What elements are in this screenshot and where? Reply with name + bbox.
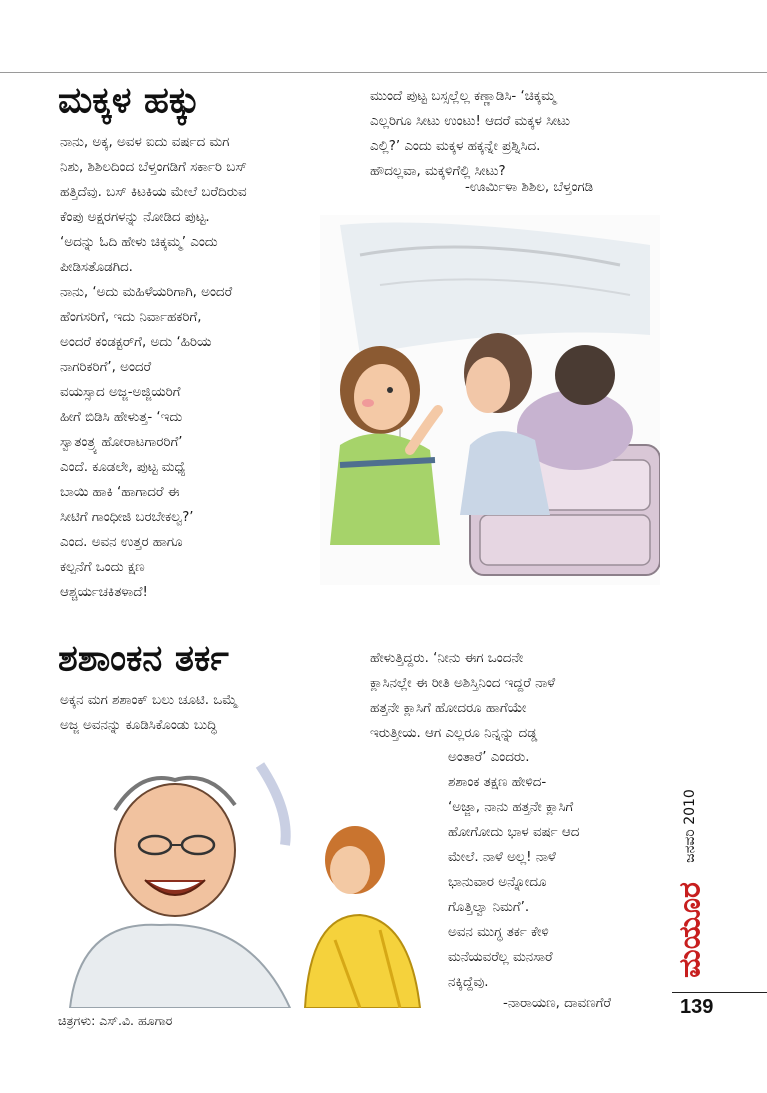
story2-body-right-bottom — [448, 745, 579, 995]
text-line: ಹೀಗೆ ಬಿಡಿಸಿ ಹೇಳುತ್ತ- ‘ಇದು — [60, 410, 183, 425]
text-line: ಹೇಳುತ್ತಿದ್ದರು. ‘ನೀನು ಈಗ ಒಂದನೇ — [370, 651, 524, 666]
folio-rule — [672, 992, 767, 993]
text-line: ಸೀಟಿಗೆ ಗಾಂಧೀಜಿ ಬರಬೇಕಲ್ವ?’ — [60, 510, 194, 525]
text-line: ಮೇಲೆ. ನಾಳೆ ಅಲ್ಲ! ನಾಳೆ — [448, 850, 556, 865]
text-line: ಎಲ್ಲರಿಗೂ ಸೀಟು ಉಂಟು! ಆದರೆ ಮಕ್ಕಳ ಸೀಟು — [370, 114, 571, 129]
illustration-credit: ಚಿತ್ರಗಳು: ಎಸ್.ವಿ. ಹೂಗಾರ — [58, 1013, 173, 1028]
text-line: ವಯಸ್ಸಾದ ಅಜ್ಜ-ಅಜ್ಜಿಯರಿಗೆ — [60, 385, 181, 400]
text-line: ಎಂದೆ. ಕೂಡಲೇ, ಪುಟ್ಟ ಮಧ್ಯೆ — [60, 460, 186, 475]
bus-scene-illustration — [320, 215, 660, 585]
story1-title: ಮಕ್ಕಳ ಹಕ್ಕು — [58, 80, 200, 121]
story2-title: ಶಶಾಂಕನ ತರ್ಕ — [58, 638, 229, 679]
text-line: ಅಂತಾರೆ’ ಎಂದರು. — [448, 750, 530, 765]
text-line: ಹೋಗೋದು ಭಾಳ ವರ್ಷ ಆದ — [448, 825, 580, 840]
story2-credit: -ನಾರಾಯಣ, ದಾವಣಗೆರೆ — [503, 996, 612, 1011]
issue-date: ಜನವರಿ 2010 — [682, 789, 698, 863]
story2-body-right-top — [370, 646, 555, 746]
story2-body-left — [60, 688, 237, 738]
text-line: ಗೊತ್ತಿಲ್ವಾ ನಿಮಗೆ’. — [448, 900, 530, 915]
story1-credit: -ಊರ್ಮಿಳಾ ಶಿಶಿಲ, ಬೆಳ್ತಂಗಡಿ — [465, 180, 594, 195]
text-line: ಅವನ ಮುಗ್ಧ ತರ್ಕ ಕೇಳಿ — [448, 925, 549, 940]
text-line: ‘ಅಜ್ಜಾ, ನಾನು ಹತ್ತನೇ ಕ್ಲಾಸಿಗೆ — [448, 800, 574, 815]
text-line: ಅಂದರೆ ಕಂಡಕ್ಟರ್‌ಗೆ, ಅದು ‘ಹಿರಿಯ — [60, 335, 212, 350]
text-line: ಇರುತ್ತೀಯ. ಆಗ ಎಲ್ಲರೂ ನಿನ್ನನ್ನು ದಡ್ಡ — [370, 726, 538, 741]
text-line: ಎಂದ. ಅವನ ಉತ್ತರ ಹಾಗೂ — [60, 535, 183, 550]
text-line: ಭಾನುವಾರ ಅನ್ನೋದೂ — [448, 875, 547, 890]
text-line: ಎಲ್ಲಿ?’ ಎಂದು ಮಕ್ಕಳ ಹಕ್ಕನ್ನೇ ಪ್ರಶ್ನಿಸಿದ. — [370, 139, 541, 154]
text-line: ಮುಂದೆ ಪುಟ್ಟ ಬಸ್ಸಲ್ಲೆಲ್ಲ ಕಣ್ಣಾಡಿಸಿ- ‘ಚಿಕ್ಕಮ್ಮ — [370, 89, 556, 104]
text-line: ನಾನು, ಅಕ್ಕ, ಅವಳ ಐದು ವರ್ಷದ ಮಗ — [60, 135, 230, 150]
grandfather-boy-illustration — [60, 750, 440, 1008]
text-line: ಹೆಂಗಸರಿಗೆ, ಇದು ನಿರ್ವಾಹಕರಿಗೆ, — [60, 310, 202, 325]
text-line: ಅಜ್ಜ ಅವನನ್ನು ಕೂಡಿಸಿಕೊಂಡು ಬುದ್ಧಿ — [60, 718, 217, 733]
story1-body-right — [370, 84, 570, 184]
text-line: ಕೆಂಪು ಅಕ್ಷರಗಳನ್ನು ನೋಡಿದ ಪುಟ್ಟ. — [60, 210, 210, 225]
text-line: ಹೌದಲ್ಲವಾ, ಮಕ್ಕಳಿಗೆಲ್ಲಿ ಸೀಟು? — [370, 164, 506, 179]
text-line: ನಕ್ಕಿದ್ದೆವು. — [448, 975, 489, 990]
text-line: ನಿಶು, ಶಿಶಿಲದಿಂದ ಬೆಳ್ತಂಗಡಿಗೆ ಸರ್ಕಾರಿ ಬಸ್ — [60, 160, 247, 175]
text-line: ಹತ್ತಿದೆವು. ಬಸ್ ಕಿಟಕಿಯ ಮೇಲೆ ಬರೆದಿರುವ — [60, 185, 247, 200]
text-line: ಅಕ್ಕನ ಮಗ ಶಶಾಂಕ್ ಬಲು ಚೂಟಿ. ಒಮ್ಮೆ — [60, 693, 238, 708]
text-line: ಕಲ್ಪನೆಗೆ ಒಂದು ಕ್ಷಣ — [60, 560, 145, 575]
magazine-logo: ಮಯೂರ — [672, 882, 708, 978]
text-line: ಮನೆಯವರೆಲ್ಲ ಮನಸಾರೆ — [448, 950, 553, 965]
page-number: 139 — [680, 996, 714, 1018]
text-line: ಬಾಯಿ ಹಾಕಿ ‘ಹಾಗಾದರೆ ಈ — [60, 485, 180, 500]
text-line: ನಾನು, ‘ಅದು ಮಹಿಳೆಯರಿಗಾಗಿ, ಅಂದರೆ — [60, 285, 233, 300]
story1-body-left — [60, 130, 247, 605]
text-line: ನಾಗರಿಕರಿಗೆ’, ಅಂದರೆ — [60, 360, 152, 375]
top-rule — [0, 72, 767, 73]
text-line: ‘ಅದನ್ನು ಓದಿ ಹೇಳು ಚಿಕ್ಕಮ್ಮ’ ಎಂದು — [60, 235, 218, 250]
text-line: ಪೀಡಿಸತೊಡಗಿದ. — [60, 260, 133, 275]
text-line: ಕ್ಲಾಸಿನಲ್ಲೇ ಈ ರೀತಿ ಅಶಿಸ್ತಿನಿಂದ ಇದ್ದರೆ ನಾಳೆ — [370, 676, 556, 691]
text-line: ಹತ್ತನೇ ಕ್ಲಾಸಿಗೆ ಹೋದರೂ ಹಾಗೆಯೇ — [370, 701, 527, 716]
text-line: ಸ್ವಾತಂತ್ರ್ಯ ಹೋರಾಟಗಾರರಿಗೆ’ — [60, 435, 183, 450]
text-line: ಶಶಾಂಕ ತಕ್ಷಣ ಹೇಳಿದ- — [448, 775, 547, 790]
text-line: ಆಶ್ಚರ್ಯಚಕಿತಳಾದೆ! — [60, 585, 148, 600]
